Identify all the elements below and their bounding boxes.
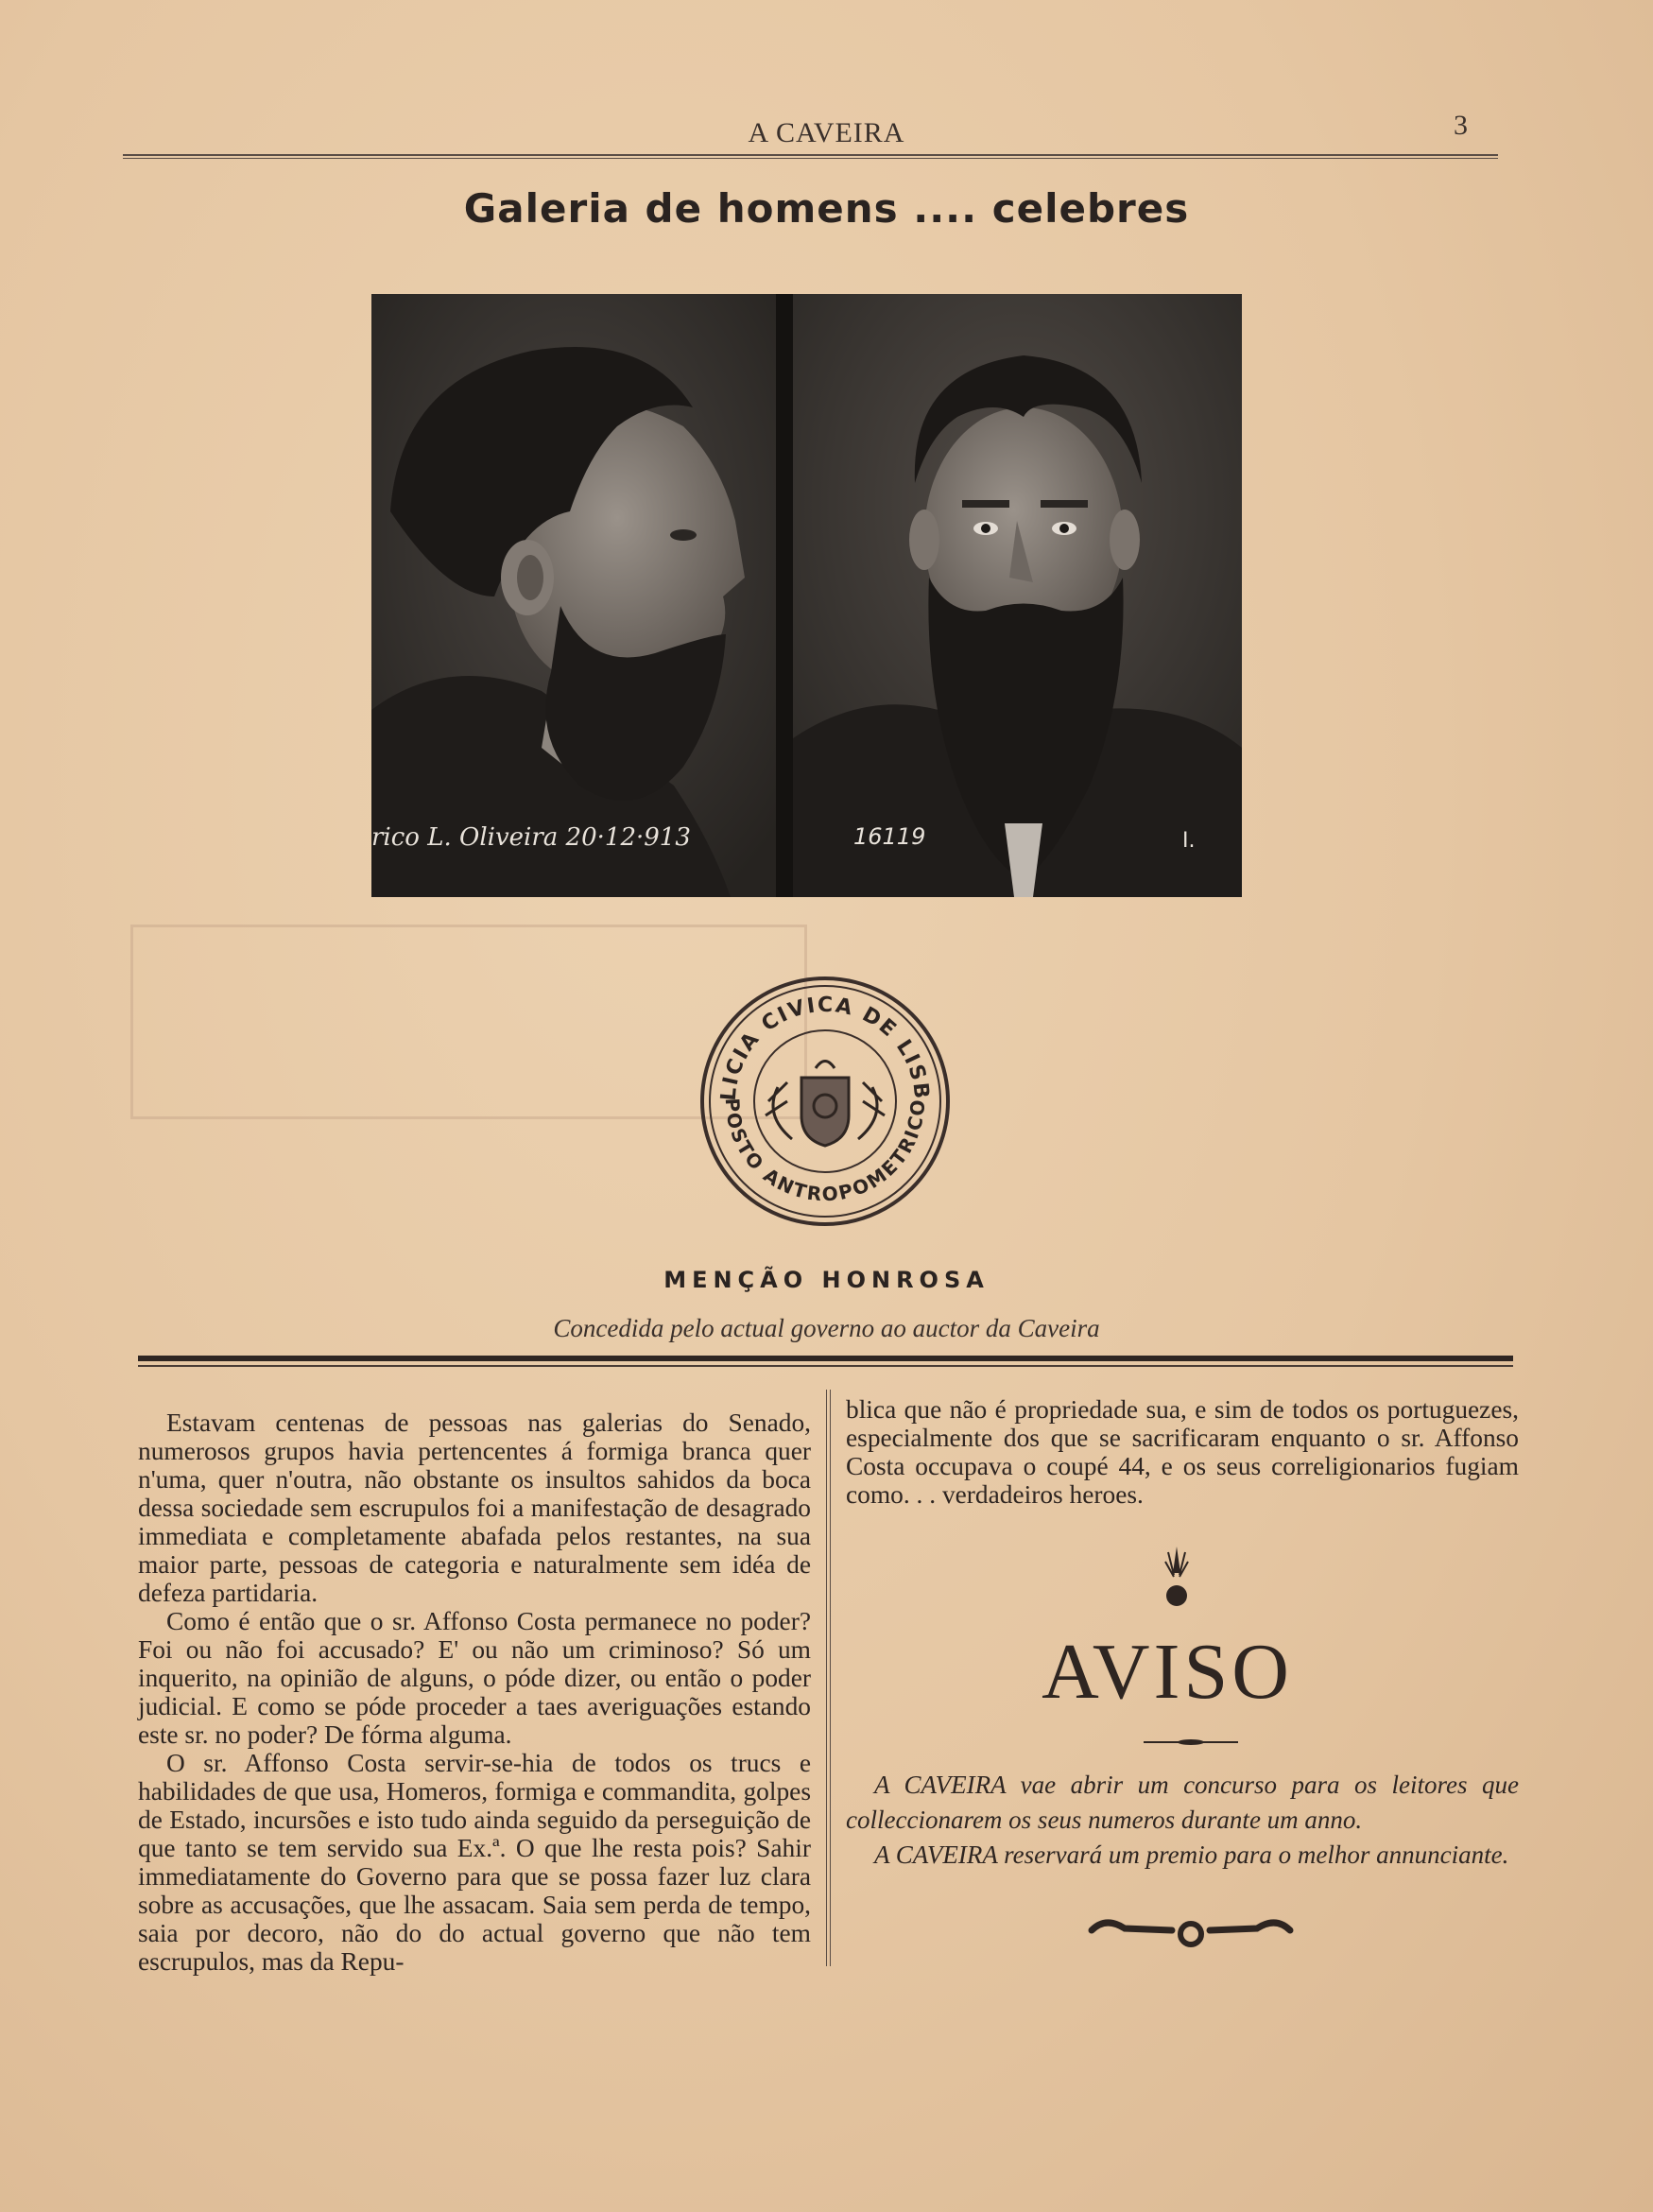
column-divider: [826, 1390, 831, 1966]
headline: Galeria de homens .... celebres: [463, 185, 1190, 232]
aviso-title: AVISO: [1042, 1628, 1293, 1716]
article-left-column: [138, 1408, 811, 1976]
coat-of-arms-icon: [766, 1062, 885, 1147]
running-title: A CAVEIRA: [748, 117, 905, 148]
page-number: 3: [1454, 110, 1468, 141]
aviso-paragraph: A CAVEIRA vae abrir um concurso para os leitores que colleccionarem os seus numeros durante um anno.: [846, 1771, 1519, 1834]
header-rule: [123, 154, 1498, 159]
article-paragraph: O sr. Affonso Costa servir-se-hia de todos os trucs e habilidades de que usa, Homeros, formiga e commandita, golpes de Estado, incursões e isto tudo ainda seguido da perseguição de que tanto se tem servido sua Ex.ª. O que lhe resta pois? Sahir immediatamente do Governo para que se possa fazer luz clara sobre as accusações, que lhe assacam. Saia sem perda de tempo, saia por decoro, não do do actual governo que não tem escrupulos, mas da Repu-: [138, 1749, 811, 1976]
article-paragraph: Como é então que o sr. Affonso Costa permanece no poder? Foi ou não foi accusado? E' ou não um criminoso? Só um inquerito, na opinião de alguns, o póde dizer, ou então o poder judicial. E como se póde proceder a taes averiguações estando este sr. no poder? De fórma alguma.: [138, 1607, 811, 1749]
article-paragraph: blica que não é propriedade sua, e sim de todos os portuguezes, especialmente dos que se sacrificaram enquanto o sr. Affonso Costa occupava o coupé 44, e os seus correligionarios fugiam como. . . verdadeiros heroes.: [846, 1395, 1519, 1509]
caption-subtitle: Concedida pelo actual governo ao auctor da Caveira: [553, 1314, 1100, 1342]
mugshot-photo: [371, 294, 1242, 897]
article-paragraph: Estavam centenas de pessoas nas galerias do Senado, numerosos grupos havia pertencentes á formiga branca quer n'uma, quer n'outra, não obstante os insultos sahidos da boca dessa sociedade sem escrupulos foi a manifestação de desagrado immediata e completamente abafada pelos restantes, na sua maior parte, pessoas de categoria e naturalmente sem idéa de defeza partidaria.: [138, 1408, 811, 1607]
torch-icon: [1162, 1545, 1191, 1611]
article-right-column: [846, 1395, 1519, 1509]
handwritten-name: rico L. Oliveira 20·12·913: [371, 823, 691, 852]
stamp-ring-bottom: POSTO ANTROPOMETRICO: [720, 1097, 930, 1206]
police-stamp: [697, 974, 953, 1229]
ornament-icon: [1087, 1911, 1295, 1949]
frontal-mark: I.: [1182, 829, 1196, 853]
caption-title: MENÇÃO HONROSA: [663, 1267, 990, 1293]
profile-plate-number: 16119: [853, 823, 926, 850]
section-rule-thick: [138, 1356, 1513, 1361]
aviso-body: [846, 1768, 1519, 1873]
aviso-divider-icon: [1144, 1735, 1238, 1744]
section-rule-thin: [138, 1365, 1513, 1367]
aviso-paragraph: A CAVEIRA reservará um premio para o melhor annunciante.: [874, 1840, 1509, 1869]
stamp-ring-top: LICIA CIVICA DE LISB: [716, 993, 934, 1102]
